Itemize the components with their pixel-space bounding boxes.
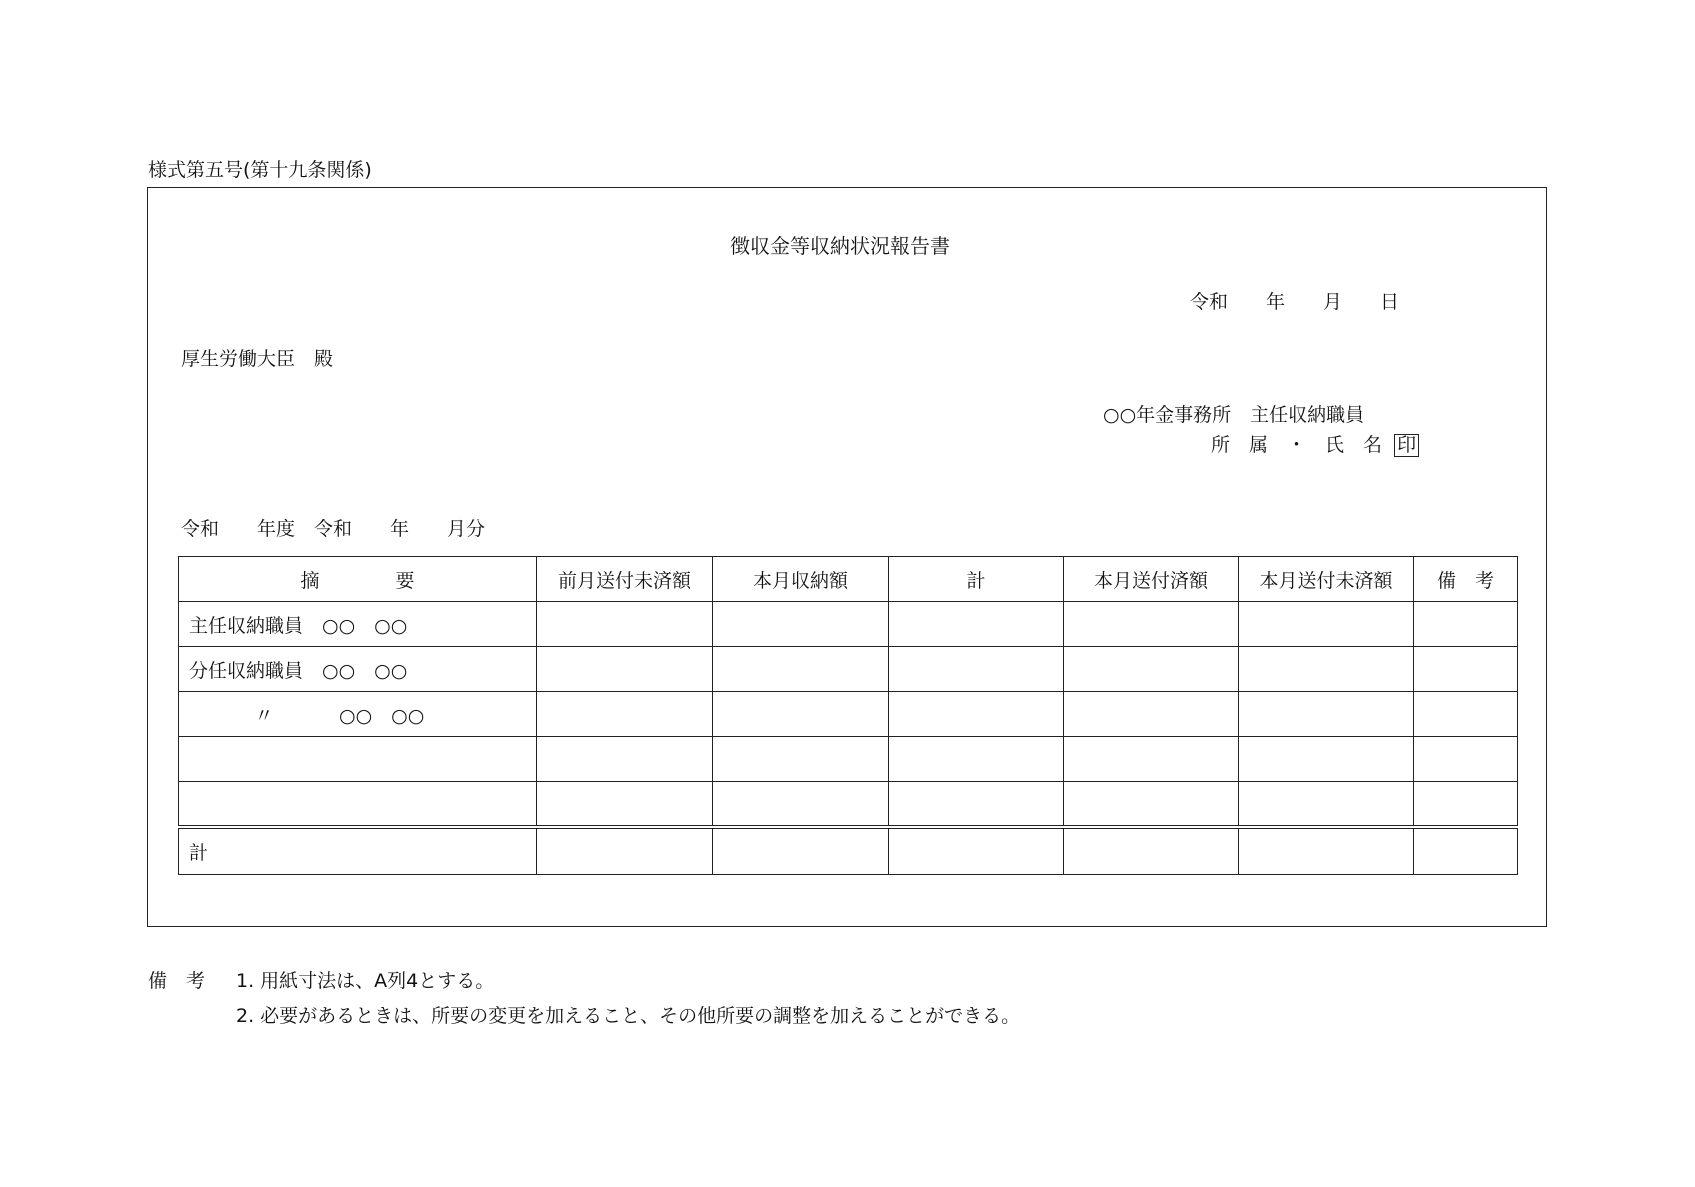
affiliation-name-label: 所 属 ・ 氏 名 bbox=[1211, 434, 1383, 456]
table-header-row bbox=[179, 557, 1518, 602]
ditto-mark: 〃 bbox=[254, 704, 274, 727]
sender-office-line: ○○年金事務所 主任収納職員 bbox=[1103, 404, 1365, 426]
total-row bbox=[179, 827, 1518, 875]
cell-month-unsent[interactable] bbox=[1239, 647, 1414, 692]
table-row bbox=[179, 692, 1518, 737]
cell-month-received[interactable] bbox=[713, 782, 889, 827]
cell-month-sent[interactable] bbox=[1064, 782, 1239, 827]
cell-prev-unsent[interactable] bbox=[537, 647, 713, 692]
date-line: 令和 年 月 日 bbox=[1190, 291, 1400, 313]
cell-prev-unsent[interactable] bbox=[537, 692, 713, 737]
cell-remarks[interactable] bbox=[1414, 647, 1518, 692]
total-month-unsent[interactable] bbox=[1239, 827, 1414, 875]
cell-month-unsent[interactable] bbox=[1239, 602, 1414, 647]
cell-sum[interactable] bbox=[889, 647, 1064, 692]
cell-remarks[interactable] bbox=[1414, 692, 1518, 737]
header-sum: 計 bbox=[889, 557, 1064, 602]
cell-month-unsent[interactable] bbox=[1239, 737, 1414, 782]
header-month-received: 本月収納額 bbox=[713, 557, 889, 602]
row-description[interactable] bbox=[179, 737, 537, 782]
row-description[interactable] bbox=[179, 782, 537, 827]
cell-remarks[interactable] bbox=[1414, 737, 1518, 782]
period-line: 令和 年度 令和 年 月分 bbox=[181, 518, 486, 540]
cell-month-received[interactable] bbox=[713, 692, 889, 737]
cell-sum[interactable] bbox=[889, 782, 1064, 827]
total-prev-unsent[interactable] bbox=[537, 827, 713, 875]
addressee: 厚生労働大臣 殿 bbox=[181, 348, 334, 370]
cell-sum[interactable] bbox=[889, 692, 1064, 737]
cell-sum[interactable] bbox=[889, 737, 1064, 782]
table-row bbox=[179, 602, 1518, 647]
total-month-sent[interactable] bbox=[1064, 827, 1239, 875]
seal-mark: 印 bbox=[1394, 434, 1419, 457]
cell-prev-unsent[interactable] bbox=[537, 737, 713, 782]
report-table bbox=[178, 556, 1518, 875]
header-prev-unsent: 前月送付未済額 bbox=[537, 557, 713, 602]
header-month-sent: 本月送付済額 bbox=[1064, 557, 1239, 602]
total-sum[interactable] bbox=[889, 827, 1064, 875]
row-description: 分任収納職員 ○○ ○○ bbox=[179, 647, 537, 692]
cell-prev-unsent[interactable] bbox=[537, 782, 713, 827]
table-row bbox=[179, 737, 1518, 782]
sender-affiliation-name bbox=[1211, 434, 1419, 457]
cell-remarks[interactable] bbox=[1414, 602, 1518, 647]
row-description: 主任収納職員 ○○ ○○ bbox=[179, 602, 537, 647]
header-description: 摘 要 bbox=[179, 557, 537, 602]
header-remarks: 備 考 bbox=[1414, 557, 1518, 602]
row-description bbox=[179, 692, 537, 737]
total-remarks[interactable] bbox=[1414, 827, 1518, 875]
remarks-note-1: 1. 用紙寸法は、A列4とする。 bbox=[236, 970, 495, 992]
cell-month-received[interactable] bbox=[713, 602, 889, 647]
table-row bbox=[179, 647, 1518, 692]
total-label: 計 bbox=[179, 827, 537, 875]
cell-sum[interactable] bbox=[889, 602, 1064, 647]
total-month-received[interactable] bbox=[713, 827, 889, 875]
cell-month-unsent[interactable] bbox=[1239, 692, 1414, 737]
cell-prev-unsent[interactable] bbox=[537, 602, 713, 647]
cell-remarks[interactable] bbox=[1414, 782, 1518, 827]
document-title: 徴収金等収納状況報告書 bbox=[730, 234, 950, 258]
cell-month-sent[interactable] bbox=[1064, 737, 1239, 782]
cell-month-unsent[interactable] bbox=[1239, 782, 1414, 827]
cell-month-received[interactable] bbox=[713, 737, 889, 782]
remarks-note-2: 2. 必要があるときは、所要の変更を加えること、その他所要の調整を加えることができる。 bbox=[236, 1005, 1021, 1027]
row-description-names: ○○ ○○ bbox=[339, 704, 425, 727]
remarks-label: 備 考 bbox=[148, 970, 206, 992]
cell-month-sent[interactable] bbox=[1064, 602, 1239, 647]
form-label: 様式第五号(第十九条関係) bbox=[148, 159, 372, 181]
cell-month-received[interactable] bbox=[713, 647, 889, 692]
cell-month-sent[interactable] bbox=[1064, 692, 1239, 737]
cell-month-sent[interactable] bbox=[1064, 647, 1239, 692]
table-row bbox=[179, 782, 1518, 827]
header-month-unsent: 本月送付未済額 bbox=[1239, 557, 1414, 602]
